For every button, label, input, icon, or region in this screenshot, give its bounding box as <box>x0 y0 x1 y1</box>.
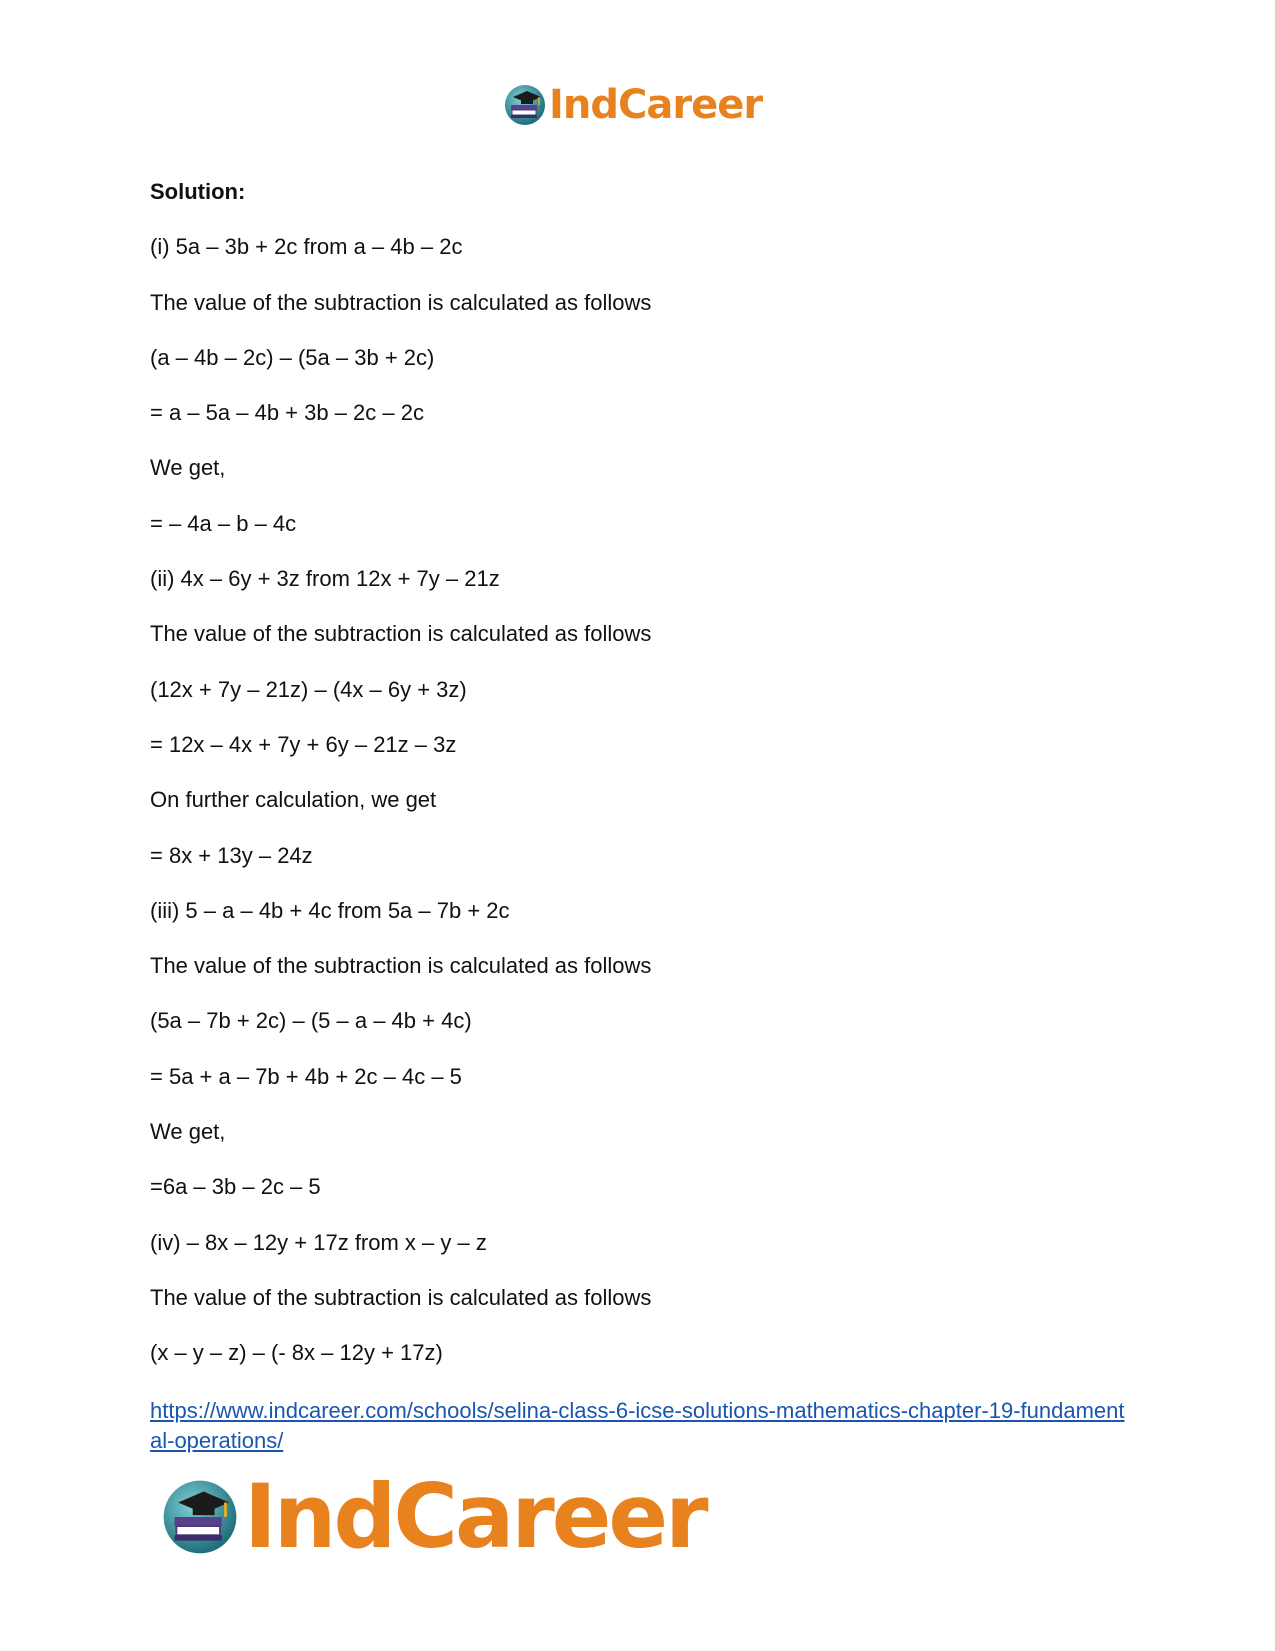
solution-line: The value of the subtraction is calculated as follows <box>150 953 652 979</box>
source-url-link[interactable]: https://www.indcareer.com/schools/selina-class-6-icse-solutions-mathematics-chapter-19-fundamental-operations/ <box>150 1398 1125 1453</box>
solution-line: (ii) 4x – 6y + 3z from 12x + 7y – 21z <box>150 566 500 592</box>
solution-line: (i) 5a – 3b + 2c from a – 4b – 2c <box>150 234 463 260</box>
solution-line: = 12x – 4x + 7y + 6y – 21z – 3z <box>150 731 457 757</box>
solution-heading: Solution: <box>150 179 246 204</box>
solution-line: = 5a + a – 7b + 4b + 2c – 4c – 5 <box>150 1063 462 1089</box>
footer-logo-text: IndCareer <box>244 1465 706 1568</box>
solution-line: = 8x + 13y – 24z <box>150 842 313 868</box>
solution-line: = – 4a – b – 4c <box>150 510 297 536</box>
solution-line: (iv) – 8x – 12y + 17z from x – y – z <box>150 1229 487 1255</box>
graduation-book-icon <box>160 1477 240 1557</box>
solution-line: = a – 5a – 4b + 3b – 2c – 2c <box>150 400 424 426</box>
solution-line: (5a – 7b + 2c) – (5 – a – 4b + 4c) <box>150 1008 472 1034</box>
header-logo <box>503 80 762 130</box>
solution-line: On further calculation, we get <box>150 787 437 813</box>
solution-line: (a – 4b – 2c) – (5a – 3b + 2c) <box>150 344 435 370</box>
header-logo-text: IndCareer <box>549 82 763 128</box>
solution-content <box>150 170 1130 1387</box>
solution-line: The value of the subtraction is calculated as follows <box>150 289 652 315</box>
solution-line: =6a – 3b – 2c – 5 <box>150 1174 321 1200</box>
solution-line: We get, <box>150 1119 226 1145</box>
solution-line: (x – y – z) – (- 8x – 12y + 17z) <box>150 1340 443 1366</box>
graduation-book-icon <box>503 83 547 127</box>
solution-line: (12x + 7y – 21z) – (4x – 6y + 3z) <box>150 676 467 702</box>
solution-line: The value of the subtraction is calculated as follows <box>150 621 652 647</box>
footer-logo <box>160 1465 706 1568</box>
solution-line: (iii) 5 – a – 4b + 4c from 5a – 7b + 2c <box>150 897 510 923</box>
solution-line: We get, <box>150 455 226 481</box>
solution-line: The value of the subtraction is calculated as follows <box>150 1284 652 1310</box>
